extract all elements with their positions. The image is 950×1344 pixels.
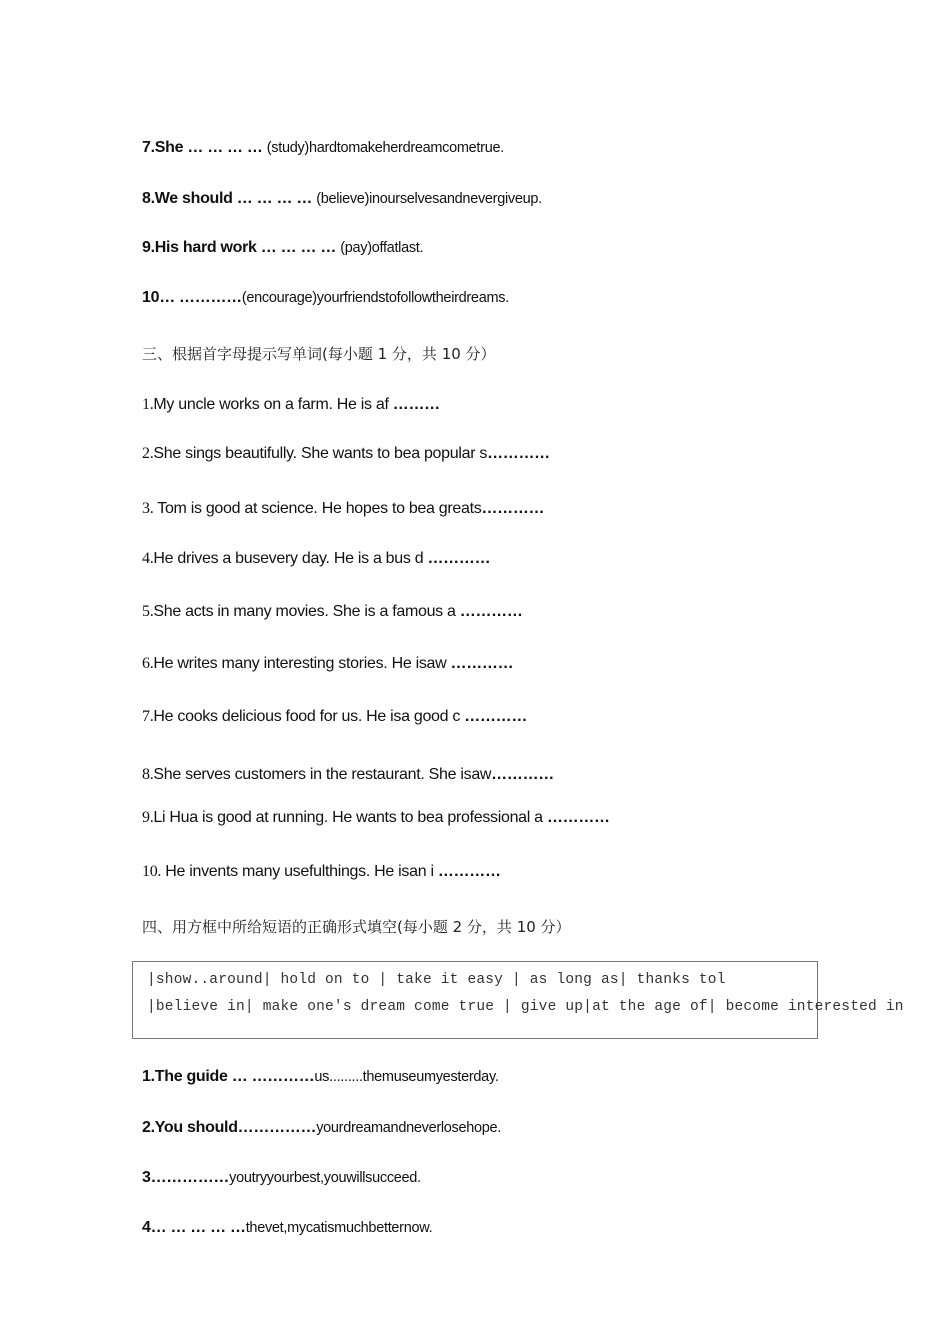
initial-letter-item-7 (142, 708, 527, 726)
item-lead: You should (154, 1119, 238, 1136)
verb-form-item-8 (142, 190, 542, 208)
item-number: 3 (142, 1169, 151, 1186)
item-text: She acts in many movies. She is a famous a (153, 603, 456, 620)
item-text: (believe)inourselvesandnevergiveup. (316, 191, 542, 207)
phrase-row-2: |believe in| make one's dream come true | give up|at the age of| become interested in (147, 999, 904, 1015)
item-text: He drives a busevery day. He is a bus d (153, 550, 424, 567)
item-lead: The guide (154, 1068, 228, 1085)
item-number: 7. (142, 139, 155, 156)
phrase-fill-item-1 (142, 1068, 499, 1086)
answer-blank: …………… (150, 1169, 230, 1186)
phrase-fill-item-4 (142, 1219, 432, 1237)
item-text: thevet,mycatismuchbetternow. (245, 1220, 433, 1236)
phrase-fill-item-3 (142, 1169, 421, 1187)
phrase-row-1: |show..around| hold on to | take it easy | as long as| thanks tol (147, 972, 726, 988)
verb-form-item-10 (142, 289, 509, 307)
item-text: He invents many usefulthings. He isan i (161, 863, 434, 880)
item-number: 1. (142, 1068, 155, 1085)
item-lead: We should (154, 190, 233, 207)
item-lead: She (154, 139, 184, 156)
item-text: He cooks delicious food for us. He isa good c (153, 708, 461, 725)
item-number: 5. (142, 603, 154, 620)
answer-blank: … … … … … (150, 1219, 246, 1236)
answer-blank: ………… (433, 863, 501, 880)
initial-letter-item-10 (142, 863, 501, 881)
answer-blank: ………… (491, 766, 554, 783)
verb-form-item-9 (142, 239, 423, 257)
answer-blank: … … … … (256, 239, 341, 256)
initial-letter-item-2 (142, 445, 550, 463)
answer-blank: ………… (460, 708, 528, 725)
answer-blank: ………… (487, 445, 550, 462)
item-text: She sings beautifully. She wants to bea popular s (153, 445, 488, 462)
item-text: Li Hua is good at running. He wants to bea professional a (153, 809, 543, 826)
item-number: 10. (142, 863, 162, 880)
initial-letter-item-6 (142, 655, 513, 673)
answer-blank: ………… (423, 550, 491, 567)
answer-blank: ………… (481, 500, 545, 517)
item-number: 3. (142, 500, 154, 517)
initial-letter-item-8 (142, 766, 554, 784)
item-text: She serves customers in the restaurant. She isaw (153, 766, 492, 783)
answer-blank: …………… (237, 1119, 317, 1136)
item-text: us.........themuseumyesterday. (314, 1069, 499, 1085)
item-number: 2. (142, 1119, 155, 1136)
item-number: 6. (142, 655, 154, 672)
item-text: (study)hardtomakeherdreamcometrue. (266, 140, 504, 156)
item-text: He writes many interesting stories. He isaw (153, 655, 447, 672)
phrase-fill-item-2 (142, 1119, 501, 1137)
answer-blank: ……… (388, 396, 440, 413)
section-4-heading: 四、用方框中所给短语的正确形式填空(每小题 2 分，共 10 分） (142, 918, 571, 936)
item-number: 9. (142, 809, 154, 826)
initial-letter-item-1 (142, 396, 440, 414)
item-number: 4. (142, 550, 154, 567)
phrase-box (132, 961, 904, 1039)
item-number: 1. (142, 396, 154, 413)
initial-letter-item-5 (142, 603, 523, 621)
item-text: (encourage)yourfriendstofollowtheirdreams. (241, 290, 509, 306)
item-text: youtryyourbest,youwillsucceed. (229, 1170, 421, 1186)
item-number: 9. (142, 239, 155, 256)
item-number: 10 (142, 289, 160, 306)
item-text: My uncle works on a farm. He is af (153, 396, 389, 413)
section-3-heading: 三、根据首字母提示写单词(每小题 1 分，共 10 分） (142, 345, 496, 363)
item-number: 8. (142, 190, 155, 207)
answer-blank: ………… (446, 655, 514, 672)
initial-letter-item-9 (142, 809, 610, 827)
verb-form-item-7 (142, 139, 504, 157)
answer-blank: ………… (542, 809, 610, 826)
item-number: 2. (142, 445, 154, 462)
item-number: 4 (142, 1219, 151, 1236)
item-number: 8. (142, 766, 154, 783)
item-lead: His hard work (154, 239, 257, 256)
item-text: yourdreamandneverlosehope. (316, 1120, 502, 1136)
answer-blank: … … … … (232, 190, 317, 207)
item-text: (pay)offatlast. (340, 240, 424, 256)
item-number: 7. (142, 708, 154, 725)
initial-letter-item-3 (142, 500, 544, 518)
answer-blank: … … … … (183, 139, 267, 156)
answer-blank: … ………… (227, 1068, 315, 1085)
answer-blank: … ………… (159, 289, 242, 306)
initial-letter-item-4 (142, 550, 490, 568)
item-text: Tom is good at science. He hopes to bea greats (153, 500, 482, 517)
answer-blank: ………… (455, 603, 523, 620)
